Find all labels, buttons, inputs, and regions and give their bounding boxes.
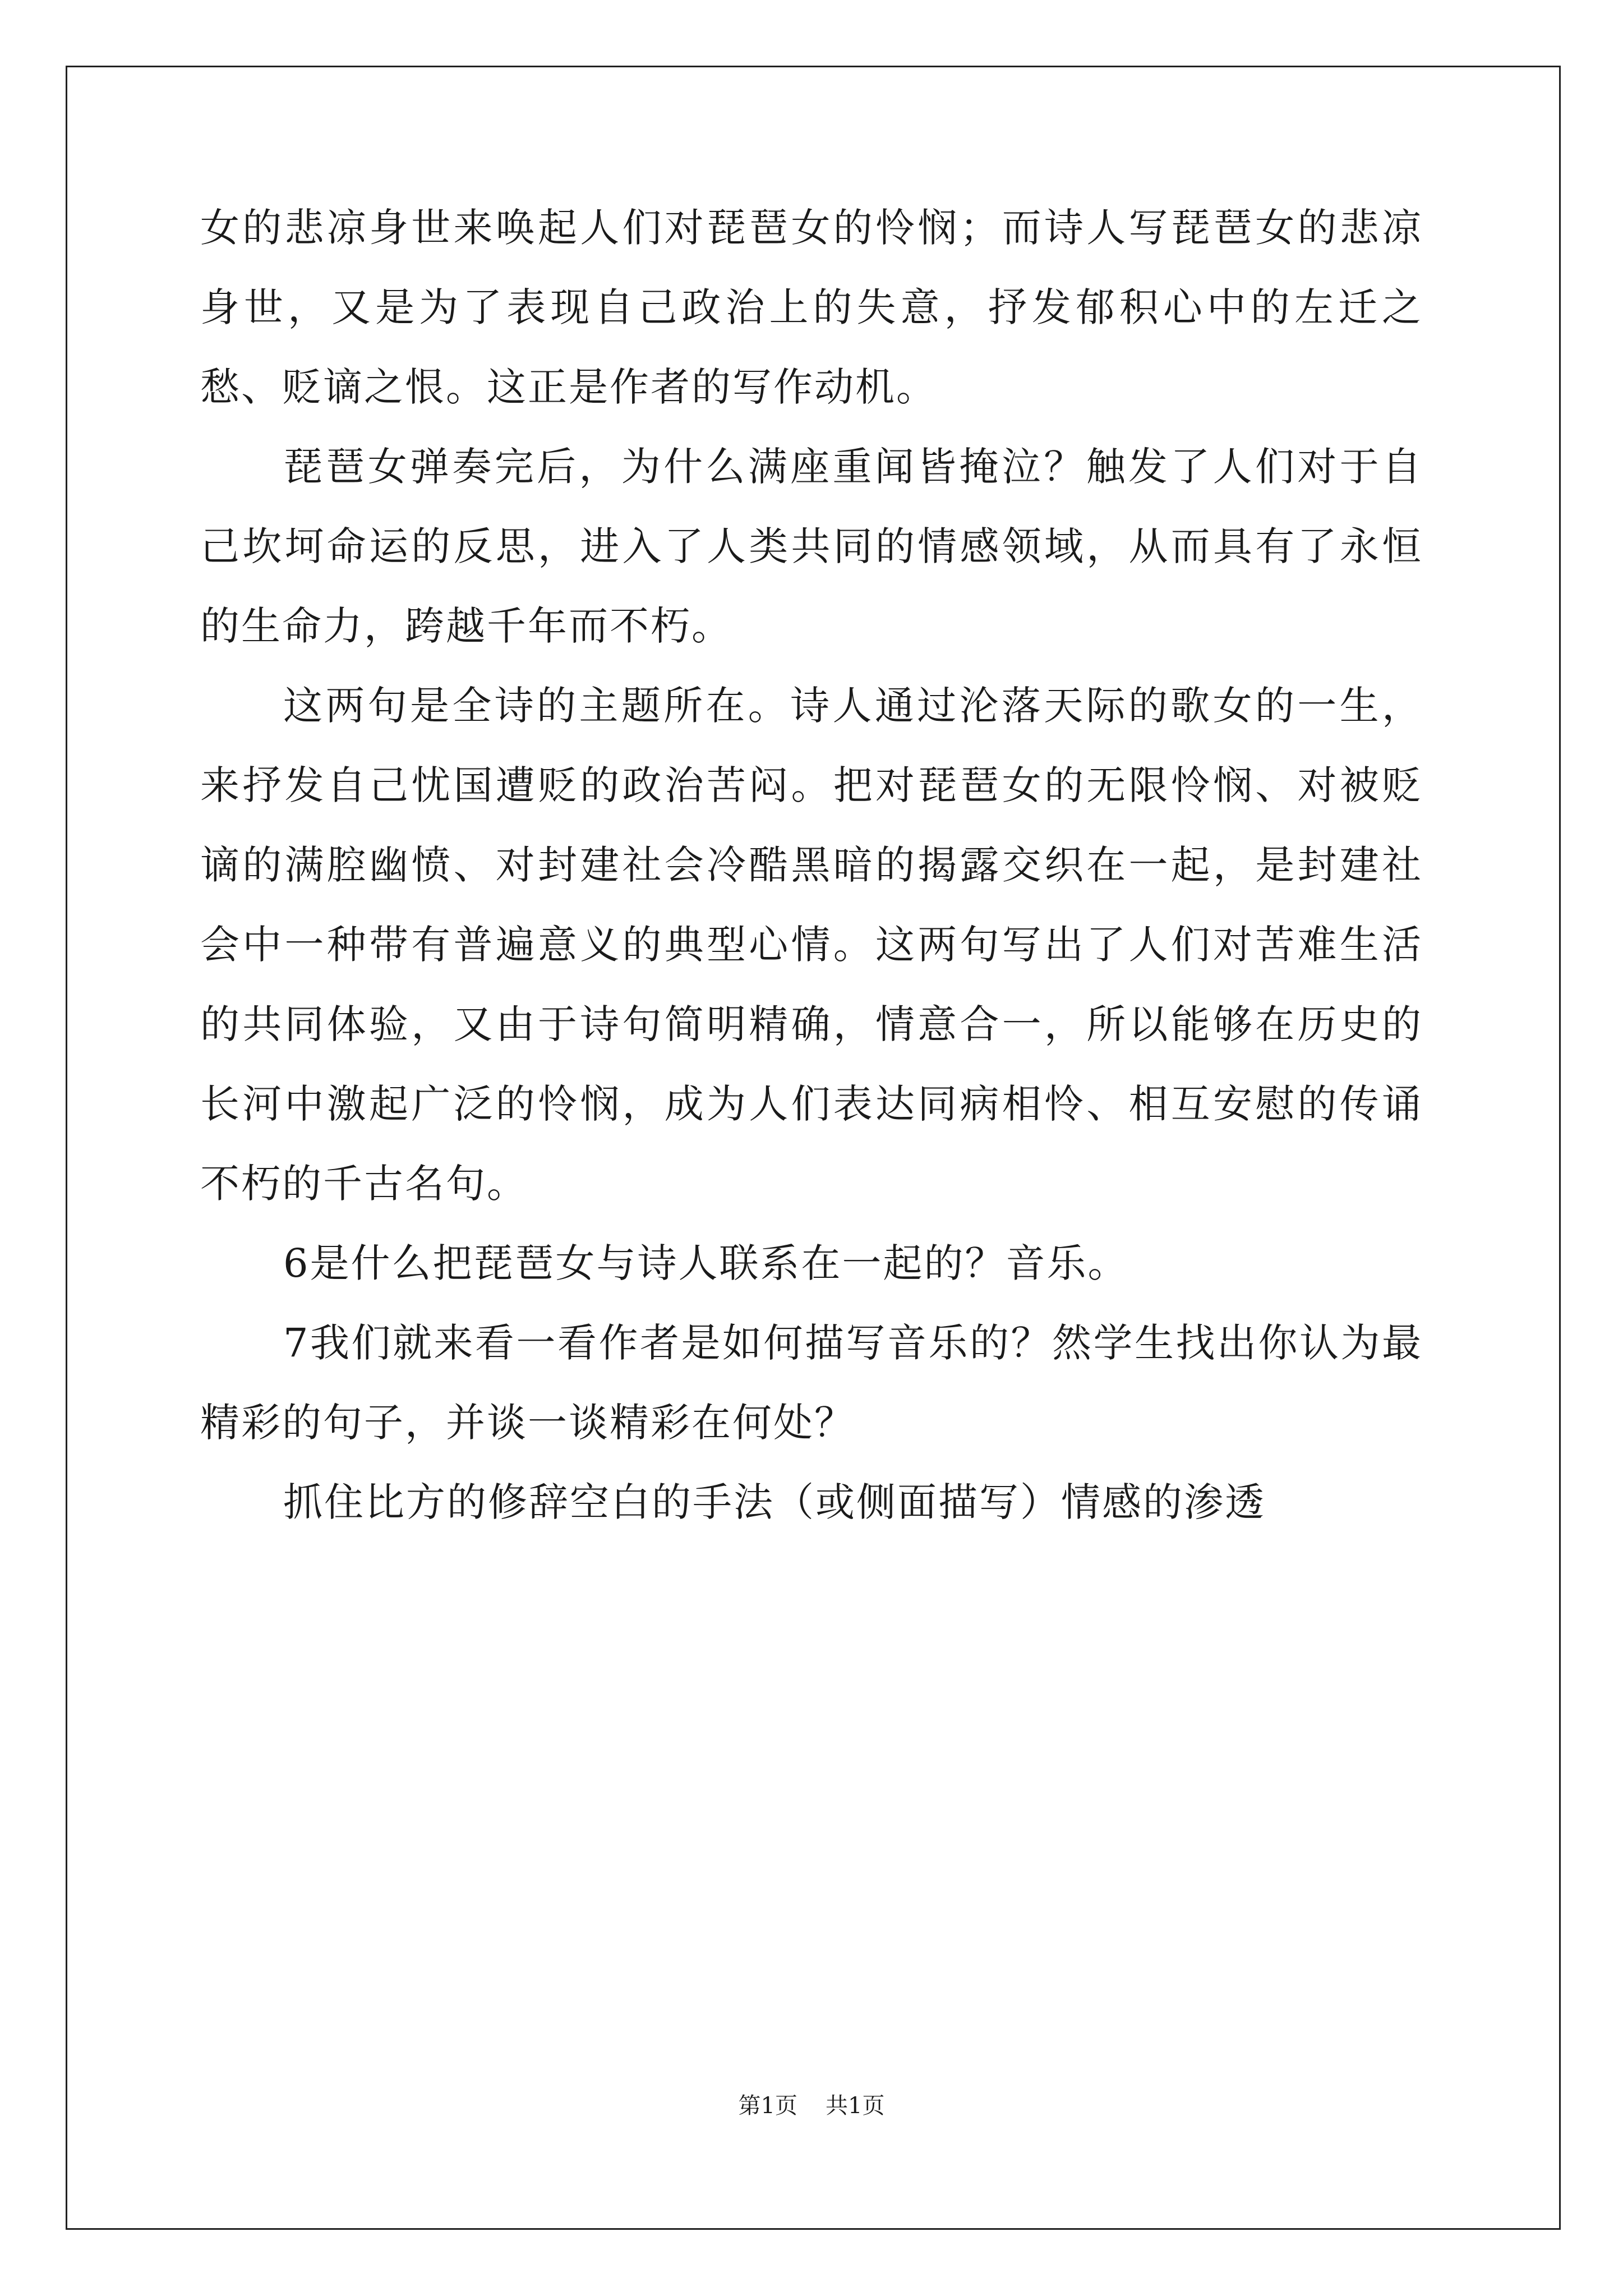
page-footer (0, 2088, 1623, 2120)
paragraph-3: 这两句是全诗的主题所在。诗人通过沦落天际的歌女的一生，来抒发自己忧国遭贬的政治苦闷。把对琵琶女的无限怜悯、对被贬谪的满腔幽愤、对封建社会冷酷黑暗的揭露交织在一起，是封建社会中一种带有普遍意义的典型心情。这两句写出了人们对苦难生活的共同体验，又由于诗句简明精确，情意合一，所以能够在历史的长河中激起广泛的怜悯，成为人们表达同病相怜、相互安慰的传诵不朽的千古名句。 (200, 683, 1423, 1207)
paragraph-1: 女的悲凉身世来唤起人们对琵琶女的怜悯；而诗人写琵琶女的悲凉身世，又是为了表现自己政治上的失意，抒发郁积心中的左迁之愁、贬谪之恨。这正是作者的写作动机。 (200, 205, 1423, 410)
paragraph-6: 抓住比方的修辞空白的手法（或侧面描写）情感的渗透 (283, 1479, 1266, 1525)
page-total: 共1页 (826, 2093, 885, 2119)
paragraph-4: 6是什么把琵琶女与诗人联系在一起的？音乐。 (283, 1240, 1129, 1286)
page-number: 第1页 (738, 2093, 797, 2119)
document-body (200, 188, 1423, 1542)
paragraph-5: 7我们就来看一看作者是如何描写音乐的？然学生找出你认为最精彩的句子，并谈一谈精彩在何处？ (200, 1320, 1423, 1446)
paragraph-2: 琵琶女弹奏完后，为什么满座重闻皆掩泣？触发了人们对于自己坎坷命运的反思，进入了人类共同的情感领域，从而具有了永恒的生命力，跨越千年而不朽。 (200, 444, 1423, 649)
